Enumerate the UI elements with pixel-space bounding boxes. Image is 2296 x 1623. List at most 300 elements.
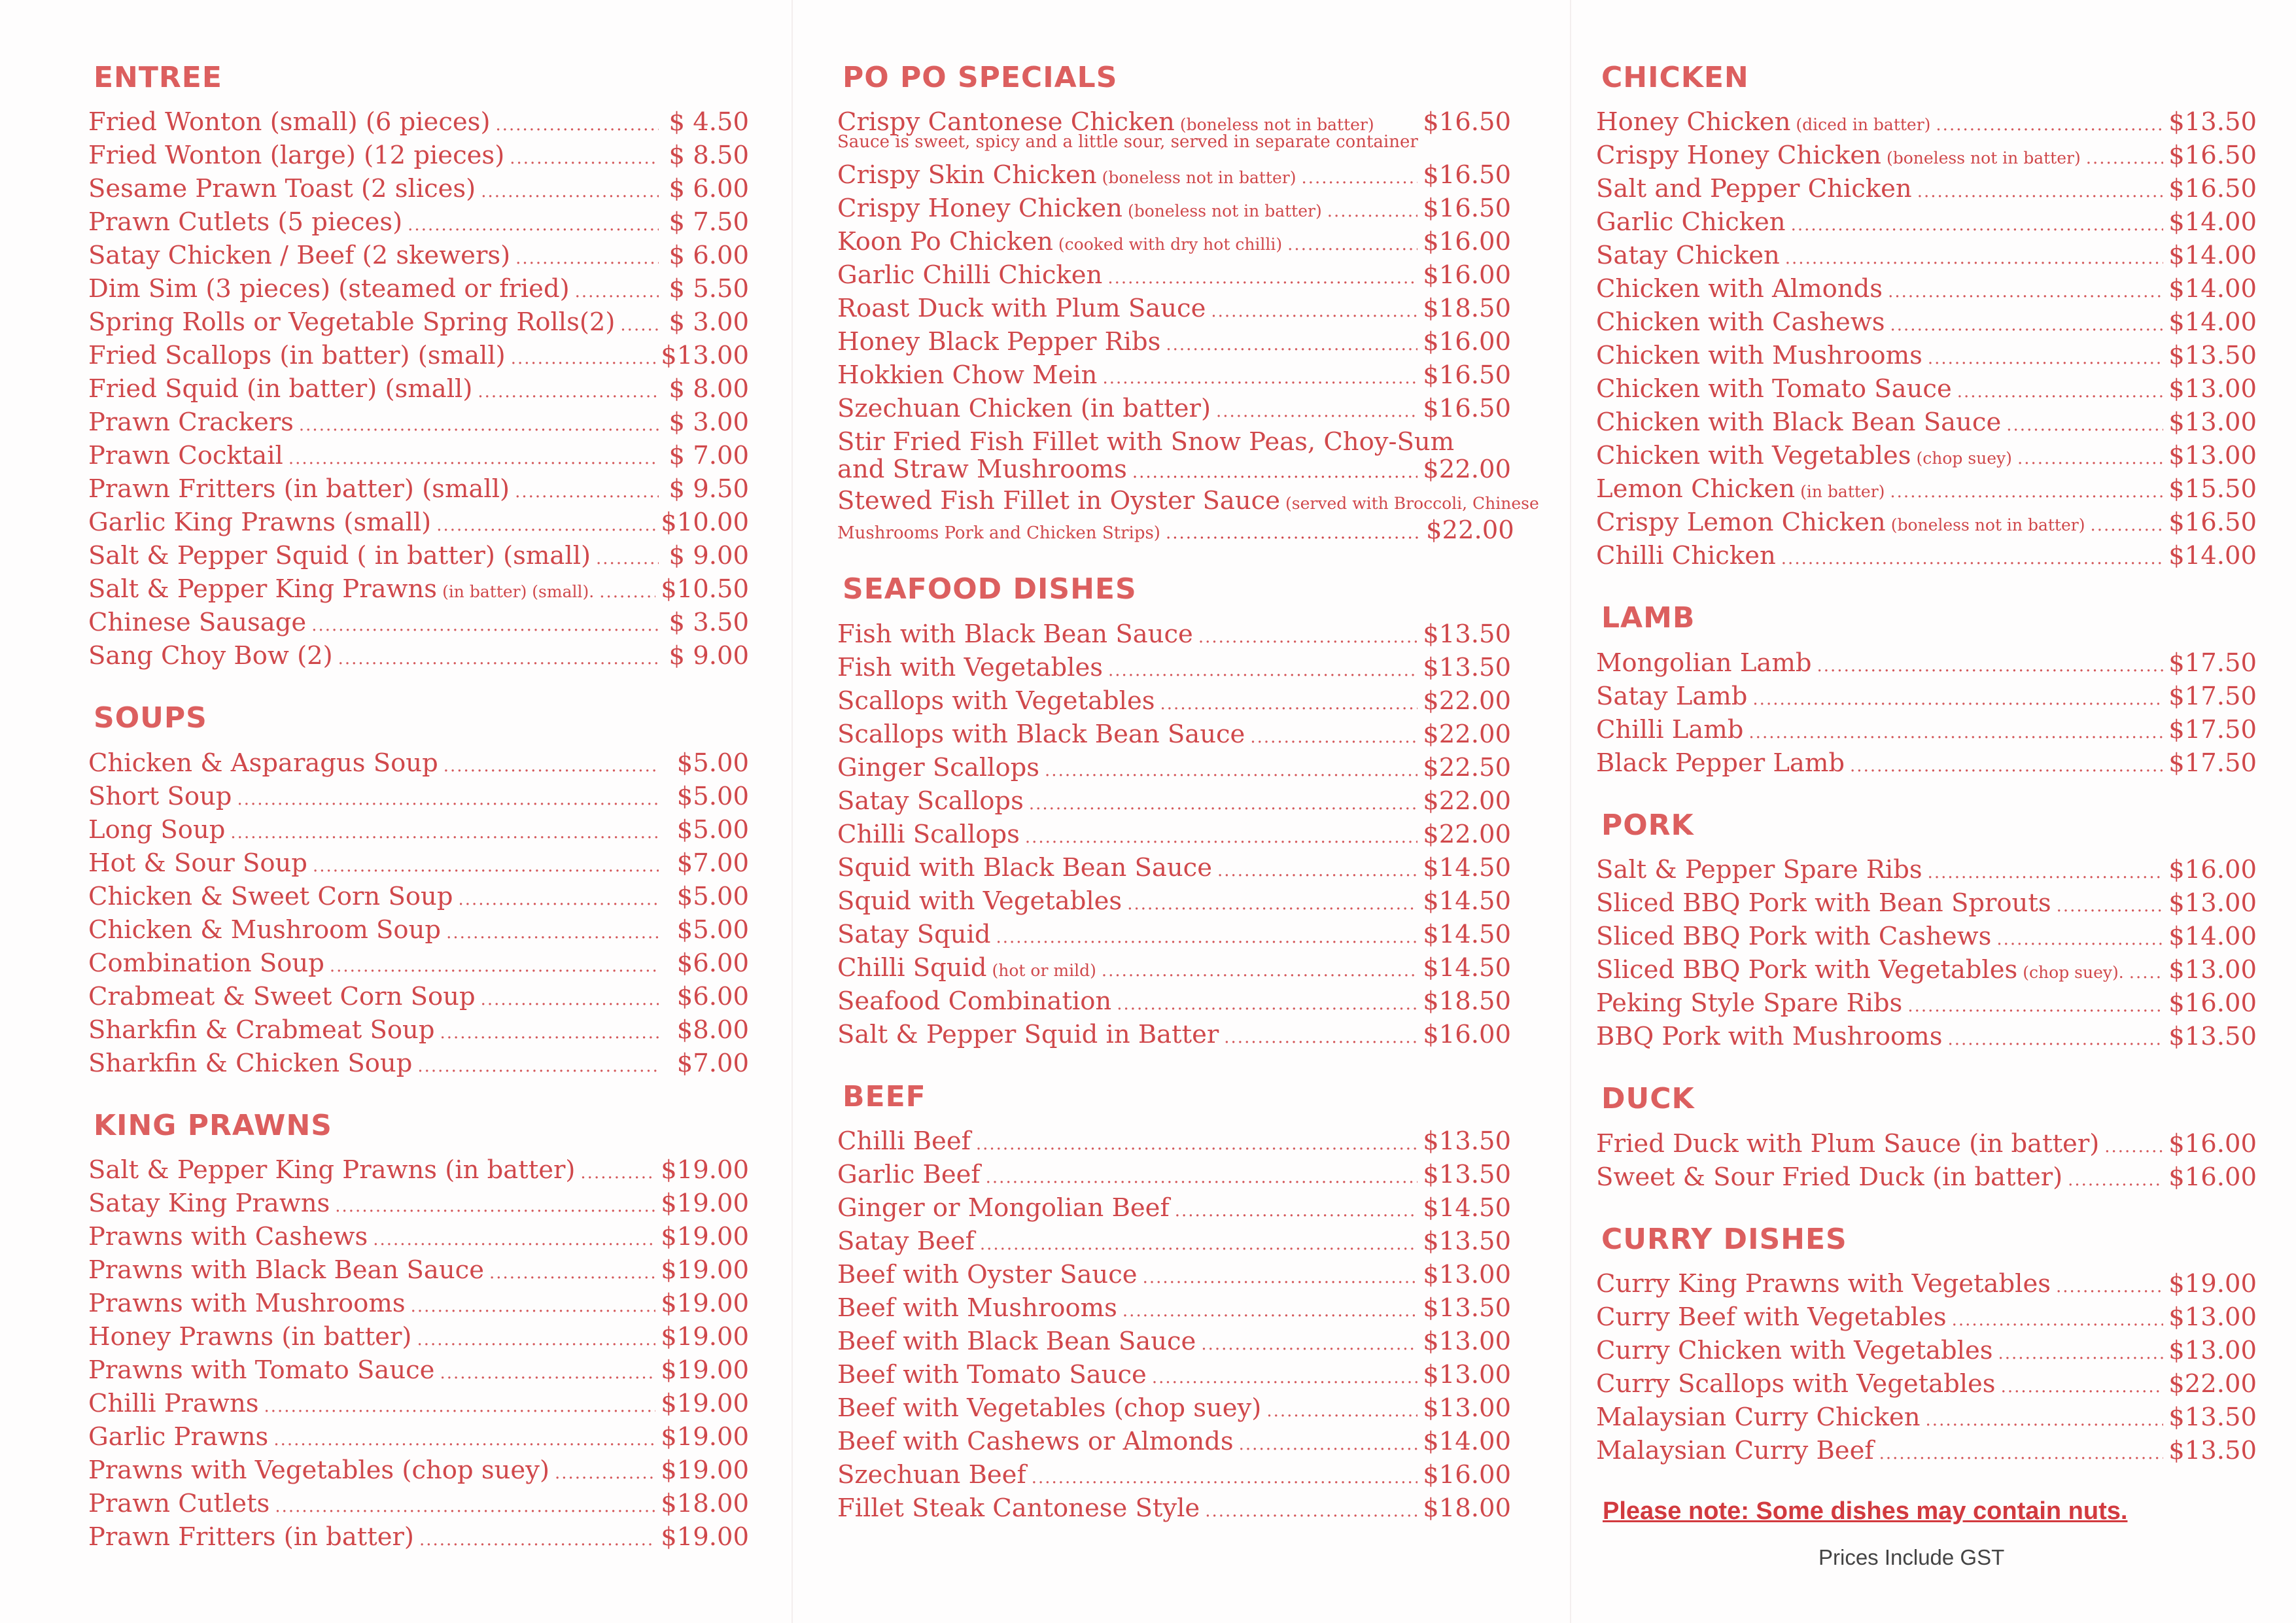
dot-leader [338,642,659,676]
dot-leader [1888,275,2163,309]
menu-item [88,239,749,272]
menu-item-price: $22.00 [1423,686,1511,716]
menu-item [837,651,1511,684]
menu-item [88,1153,749,1187]
menu-item-name: Garlic Chilli Chicken [837,260,1103,290]
menu-item [88,572,749,606]
menu-item-name: Salt and Pepper Chicken [1596,174,1912,204]
menu-item-price: $17.50 [2168,648,2257,678]
dot-leader [1117,988,1418,1021]
section-title: SEAFOOD DISHES [843,572,1137,606]
menu-item-name: Beef with Tomato Sauce [837,1360,1147,1390]
menu-item [837,325,1511,358]
dot-leader [1996,923,2163,956]
menu-item-price: $ 3.00 [669,307,749,338]
menu-item-name: Chicken with Tomato Sauce [1596,374,1952,404]
menu-item-name: Prawns with Black Bean Sauce [88,1255,485,1285]
menu-item-note: (in batter) (small). [442,582,595,602]
dot-leader [373,1223,655,1257]
menu-item-price: $16.00 [1423,260,1511,290]
menu-item-price: $ 4.50 [669,107,749,137]
menu-item [837,851,1511,884]
menu-item [837,1325,1511,1358]
dot-leader [620,309,659,342]
menu-item-price: $16.00 [1423,1460,1511,1490]
dot-leader [1947,1023,2163,1056]
menu-item-name: Garlic King Prawns (small) [88,508,432,538]
menu-item-name: Peking Style Spare Ribs [1596,988,1903,1019]
menu-item-price: $13.00 [661,341,749,371]
dot-leader [1122,1295,1418,1328]
menu-item-price: $8.00 [676,1015,749,1045]
menu-item-price: $14.00 [2168,274,2257,304]
menu-item-price: $16.50 [2168,508,2257,538]
menu-item [837,784,1511,818]
dot-leader [510,142,659,175]
menu-item [88,746,749,780]
menu-item-price: $19.00 [661,1289,749,1319]
menu-item [837,1391,1511,1425]
menu-item [837,1258,1511,1291]
menu-item-price: $18.50 [1423,294,1511,324]
dot-leader [996,921,1418,954]
menu-item-name: Chicken with Cashews [1596,307,1885,338]
dot-leader [1817,650,2164,683]
dot-leader [1287,228,1418,262]
menu-item-name: Spring Rolls or Vegetable Spring Rolls(2) [88,307,616,338]
menu-item-price: $16.50 [2168,141,2257,171]
dot-leader [1266,1395,1418,1428]
menu-item-price: $13.50 [1423,1160,1511,1190]
menu-item [1596,646,2257,680]
menu-item-price: $14.50 [1423,886,1511,916]
menu-item-name: Koon Po Chicken [837,227,1053,257]
menu-item-price: $14.50 [1423,1193,1511,1223]
menu-item-name: Satay Beef [837,1227,975,1257]
dot-leader [515,242,659,275]
menu-item-price: $16.50 [1423,194,1511,224]
menu-item-name: Squid with Vegetables [837,886,1122,916]
menu-item [837,1458,1511,1492]
menu-item [1596,1401,2257,1434]
menu-item-name: Chinese Sausage [88,608,307,638]
dot-leader [1890,309,2164,342]
menu-item-price: $13.50 [1423,1293,1511,1323]
dot-leader [511,342,656,375]
dot-leader [335,1190,655,1223]
menu-item-name: Sharkfin & Crabmeat Soup [88,1015,435,1045]
dot-leader [1224,1021,1418,1055]
menu-item [88,439,749,472]
menu-item-name: Salt & Pepper Squid ( in batter) (small) [88,541,591,571]
dot-leader [458,883,659,916]
menu-item [837,225,1511,258]
menu-item-price: $14.00 [2168,922,2257,952]
menu-item-continued [837,515,1514,546]
menu-item-name: BBQ Pork with Mushrooms [1596,1022,1943,1052]
menu-item-price: $13.50 [1423,619,1511,649]
menu-item [88,339,749,372]
menu-item-name: Ginger or Mongolian Beef [837,1193,1170,1223]
menu-item-price: $14.00 [1423,1427,1511,1457]
menu-item [1596,139,2257,172]
menu-item-name: Fried Squid (in batter) (small) [88,374,473,404]
menu-item-name: Malaysian Curry Chicken [1596,1402,1921,1432]
menu-item-name: Stewed Fish Fillet in Oyster Sauce [837,486,1281,516]
menu-item [1596,272,2257,305]
menu-item-price: $6.00 [676,948,749,978]
menu-item-name: Chilli Prawns [88,1389,259,1419]
menu-item [1596,1300,2257,1334]
menu-item-name: Fried Duck with Plum Sauce (in batter) [1596,1128,2100,1159]
dot-leader [1879,1437,2164,1471]
dot-leader [1239,1428,1418,1461]
menu-item-price: $17.50 [2168,748,2257,778]
dot-leader [1102,954,1418,988]
dot-leader [580,1157,655,1190]
menu-item-price: $16.00 [2168,855,2257,885]
dot-leader [555,1457,655,1490]
menu-item-price: $13.00 [1423,1260,1511,1290]
fold-line-left [791,0,793,1623]
menu-item [1596,506,2257,539]
menu-item [88,1387,749,1420]
dot-leader [1781,542,2163,576]
menu-item-price: $ 9.00 [669,541,749,571]
menu-item-name: Long Soup [88,814,226,845]
dot-leader [515,476,659,509]
dot-leader [1102,362,1418,395]
menu-item-price: $10.50 [661,574,749,604]
dot-leader [2086,142,2164,175]
menu-item [1596,1267,2257,1300]
menu-item-name: Prawn Cutlets [88,1489,270,1519]
menu-item-name: Prawn Fritters (in batter) [88,1522,414,1552]
menu-item-price: $13.00 [2168,374,2257,404]
menu-section-entree [88,62,749,672]
menu-item-name: Curry King Prawns with Vegetables [1596,1268,2051,1299]
menu-item [837,292,1511,325]
menu-item-name: Beef with Black Bean Sauce [837,1327,1196,1357]
menu-item-name: Chilli Scallops [837,819,1020,849]
menu-item-name: Roast Duck with Plum Sauce [837,294,1206,324]
menu-item-price: $13.00 [2168,408,2257,438]
menu-item-price: $14.00 [2168,307,2257,338]
dot-leader [2068,1164,2163,1197]
menu-item [1596,406,2257,439]
menu-item [88,539,749,572]
menu-item-name: Crispy Skin Chicken [837,160,1097,190]
dot-leader [1785,242,2164,275]
menu-item-price: $16.00 [2168,1162,2257,1192]
menu-item-continued [837,455,1511,484]
menu-item-price: $13.00 [2168,888,2257,918]
menu-item-name: Prawn Cocktail [88,441,283,471]
menu-item-price: $16.00 [1423,327,1511,357]
dot-leader [1108,654,1418,688]
menu-item-name: Salt & Pepper King Prawns [88,574,438,604]
menu-item-price: $19.00 [661,1389,749,1419]
menu-item-name: Crispy Honey Chicken [837,194,1122,224]
menu-item-name: Satay Chicken [1596,241,1780,271]
menu-item [88,880,749,913]
dot-leader [264,1390,656,1423]
dot-leader [275,1490,655,1524]
dot-leader [1201,1328,1418,1361]
menu-item [1596,1367,2257,1401]
menu-item [1596,105,2257,139]
nuts-warning: Please note: Some dishes may contain nuts. [1603,1497,2128,1525]
menu-item-name-cont: Mushrooms Pork and Chicken Strips) [837,523,1160,544]
menu-item-name: Satay Chicken / Beef (2 skewers) [88,241,511,271]
menu-item [837,818,1511,851]
dot-leader [273,1423,655,1457]
dot-leader [1952,1304,2164,1337]
menu-item [88,1287,749,1320]
menu-item-price: $13.00 [1423,1327,1511,1357]
menu-item-name: Chicken & Mushroom Soup [88,915,442,945]
menu-item-name: Satay Squid [837,919,991,949]
dot-leader [1045,754,1418,788]
menu-item-note: (boneless not in batter) [1127,201,1322,221]
menu-item-price: $19.00 [661,1222,749,1252]
menu-item [837,985,1511,1018]
menu-item-name: Prawn Cutlets (5 pieces) [88,207,403,237]
dot-leader [1752,683,2163,716]
menu-item [837,1425,1511,1458]
menu-item-price: $14.00 [2168,541,2257,571]
dot-leader [1327,195,1418,228]
menu-item [837,1492,1511,1525]
menu-item-name: Sang Choy Bow (2) [88,641,333,671]
menu-item-note: (boneless not in batter) [1886,148,2081,168]
menu-item-name: Sliced BBQ Pork with Cashews [1596,922,1992,952]
menu-item-name: Black Pepper Lamb [1596,748,1845,778]
menu-item [837,1018,1511,1051]
menu-item-name: Prawns with Vegetables (chop suey) [88,1456,549,1486]
dot-leader [1957,375,2164,409]
section-title: PO PO SPECIALS [843,61,1118,94]
menu-item-name: Fried Wonton (small) (6 pieces) [88,107,491,137]
menu-item-price: $16.00 [2168,1128,2257,1159]
menu-item-name: Stir Fried Fish Fillet with Snow Peas, Choy-Sum [837,427,1455,457]
menu-item-price: $16.00 [2168,988,2257,1019]
menu-item [837,718,1511,751]
menu-item-name: Honey Prawns (in batter) [88,1322,412,1352]
menu-item [88,1013,749,1047]
menu-section-soups [88,703,749,1079]
menu-item [88,1520,749,1554]
menu-item-price: $18.00 [1423,1493,1511,1524]
menu-section-pork [1596,810,2257,1053]
menu-item [837,158,1511,192]
menu-item-price: $19.00 [661,1456,749,1486]
dot-leader [1250,721,1418,754]
menu-item-name: Honey Black Pepper Ribs [837,327,1161,357]
menu-item-name: Fish with Black Bean Sauce [837,619,1193,649]
menu-item-name: Satay King Prawns [88,1189,330,1219]
menu-item [1596,372,2257,406]
menu-item [1596,1127,2257,1161]
menu-section-lamb [1596,602,2257,779]
dot-leader [440,1357,655,1390]
menu-item-price: $19.00 [661,1155,749,1185]
dot-leader [1143,1261,1418,1295]
menu-item-note: (cooked with dry hot chilli) [1058,235,1283,254]
dot-leader [313,850,659,883]
menu-item [1596,439,2257,472]
menu-item-name: Malaysian Curry Beef [1596,1435,1874,1465]
menu-item-price: $22.50 [1423,752,1511,782]
menu-item [837,1225,1511,1258]
menu-item [88,813,749,846]
menu-item [1596,172,2257,205]
menu-item [837,1191,1511,1225]
menu-item [1596,1020,2257,1053]
menu-item-price: $16.50 [1423,107,1511,137]
menu-item-name: Hot & Sour Soup [88,848,307,878]
dot-leader [1216,395,1418,428]
menu-item-name: Beef with Mushrooms [837,1293,1117,1323]
dot-leader [446,916,659,950]
menu-item-name: Szechuan Beef [837,1460,1026,1490]
dot-leader [980,1228,1418,1261]
menu-item [88,780,749,813]
fold-line-right [1570,0,1571,1623]
dot-leader [1032,1461,1418,1495]
menu-item-name: Sweet & Sour Fried Duck (in batter) [1596,1162,2063,1192]
menu-section-seafood-dishes [837,574,1511,1051]
menu-item-name: Curry Beef with Vegetables [1596,1302,1947,1332]
dot-leader [599,576,655,609]
menu-section-beef [837,1081,1511,1525]
dot-leader [1301,162,1418,195]
menu-item-price: $22.00 [1423,455,1511,485]
menu-item-price: $18.00 [661,1489,749,1519]
menu-item-price: $13.00 [2168,441,2257,471]
dot-leader [1917,175,2164,209]
menu-item-note: (chop suey) [1916,449,2012,468]
menu-item [837,1125,1511,1158]
menu-item-price: $5.00 [676,881,749,911]
menu-item-price: $13.50 [1423,652,1511,682]
menu-item-price: $13.00 [1423,1393,1511,1423]
menu-item-price: $ 9.00 [669,641,749,671]
menu-item-price: $13.50 [1423,1227,1511,1257]
dot-leader [2057,890,2164,923]
menu-item-price: $14.50 [1423,852,1511,882]
menu-item-name: Crispy Honey Chicken [1596,141,1881,171]
dot-leader [1211,295,1418,328]
menu-item [837,618,1511,651]
dot-leader [288,442,659,476]
menu-item-price: $6.00 [676,981,749,1011]
menu-item-price: $ 7.50 [669,207,749,237]
menu-item-price: $14.50 [1423,919,1511,949]
section-title: ENTREE [94,61,222,94]
menu-item [88,172,749,205]
menu-item [1596,305,2257,339]
menu-column-middle [837,61,1539,1555]
section-title: SOUPS [94,701,207,735]
menu-item-note: (hot or mild) [992,960,1096,980]
menu-item-name: Sharkfin & Chicken Soup [88,1048,413,1078]
menu-item [1596,853,2257,886]
menu-item [837,751,1511,784]
menu-item-name: Combination Soup [88,948,324,978]
menu-item-name: Prawns with Mushrooms [88,1289,406,1319]
menu-item-name: Chilli Squid [837,952,987,983]
menu-item-name: Fish with Vegetables [837,652,1103,682]
section-title: DUCK [1601,1082,1695,1116]
menu-item [837,392,1511,425]
menu-item-price: $7.00 [676,848,749,878]
menu-item [837,358,1511,392]
menu-item-price: $ 6.00 [669,174,749,204]
dot-leader [1132,458,1418,487]
menu-item-price: $16.50 [1423,394,1511,424]
menu-item-price: $7.00 [676,1048,749,1078]
menu-item-name: Prawn Crackers [88,408,294,438]
menu-item [837,258,1511,292]
menu-item-description: Sauce is sweet, spicy and a little sour, served in separate container [837,132,1418,152]
dot-leader [478,375,659,409]
menu-item [88,846,749,880]
menu-item-price: $22.00 [1423,786,1511,816]
dot-leader [444,750,659,783]
menu-item-price: $13.50 [2168,107,2257,137]
menu-item-price: $14.00 [2168,241,2257,271]
dot-leader [1029,788,1418,821]
menu-item [1596,1334,2257,1367]
menu-item [1596,205,2257,239]
menu-item-price: $22.00 [1426,515,1514,546]
dot-leader [481,175,659,209]
menu-section-curry-dishes [1596,1224,2257,1467]
menu-item-price: $22.00 [1423,819,1511,849]
menu-item [88,1454,749,1487]
dot-leader [411,1290,656,1323]
menu-item [88,205,749,239]
menu-item-price: $ 9.50 [669,474,749,504]
dot-leader [436,509,655,542]
menu-item-price: $13.00 [2168,1302,2257,1332]
menu-item-name: Chicken with Almonds [1596,274,1883,304]
dot-leader [417,1323,655,1357]
menu-item [837,1291,1511,1325]
menu-item-price: $16.00 [1423,1019,1511,1049]
menu-item [88,1047,749,1080]
menu-item-price: $ 5.50 [669,274,749,304]
menu-item-name: Crabmeat & Sweet Corn Soup [88,981,476,1011]
menu-item [837,884,1511,918]
dot-leader [1160,688,1418,721]
menu-item-price: $13.50 [2168,1402,2257,1432]
menu-item [88,472,749,506]
menu-item [88,1420,749,1454]
menu-item-name: Scallops with Vegetables [837,686,1155,716]
gst-note: Prices Include GST [1818,1544,2005,1569]
menu-item-name: Szechuan Chicken (in batter) [837,394,1211,424]
menu-item-name: Sesame Prawn Toast (2 slices) [88,174,476,204]
menu-item-price: $ 3.50 [669,608,749,638]
menu-item [1596,1434,2257,1467]
menu-item-price: $19.00 [661,1255,749,1285]
menu-item [88,406,749,439]
menu-item [88,947,749,980]
dot-leader [1748,716,2163,750]
menu-item [1596,886,2257,920]
